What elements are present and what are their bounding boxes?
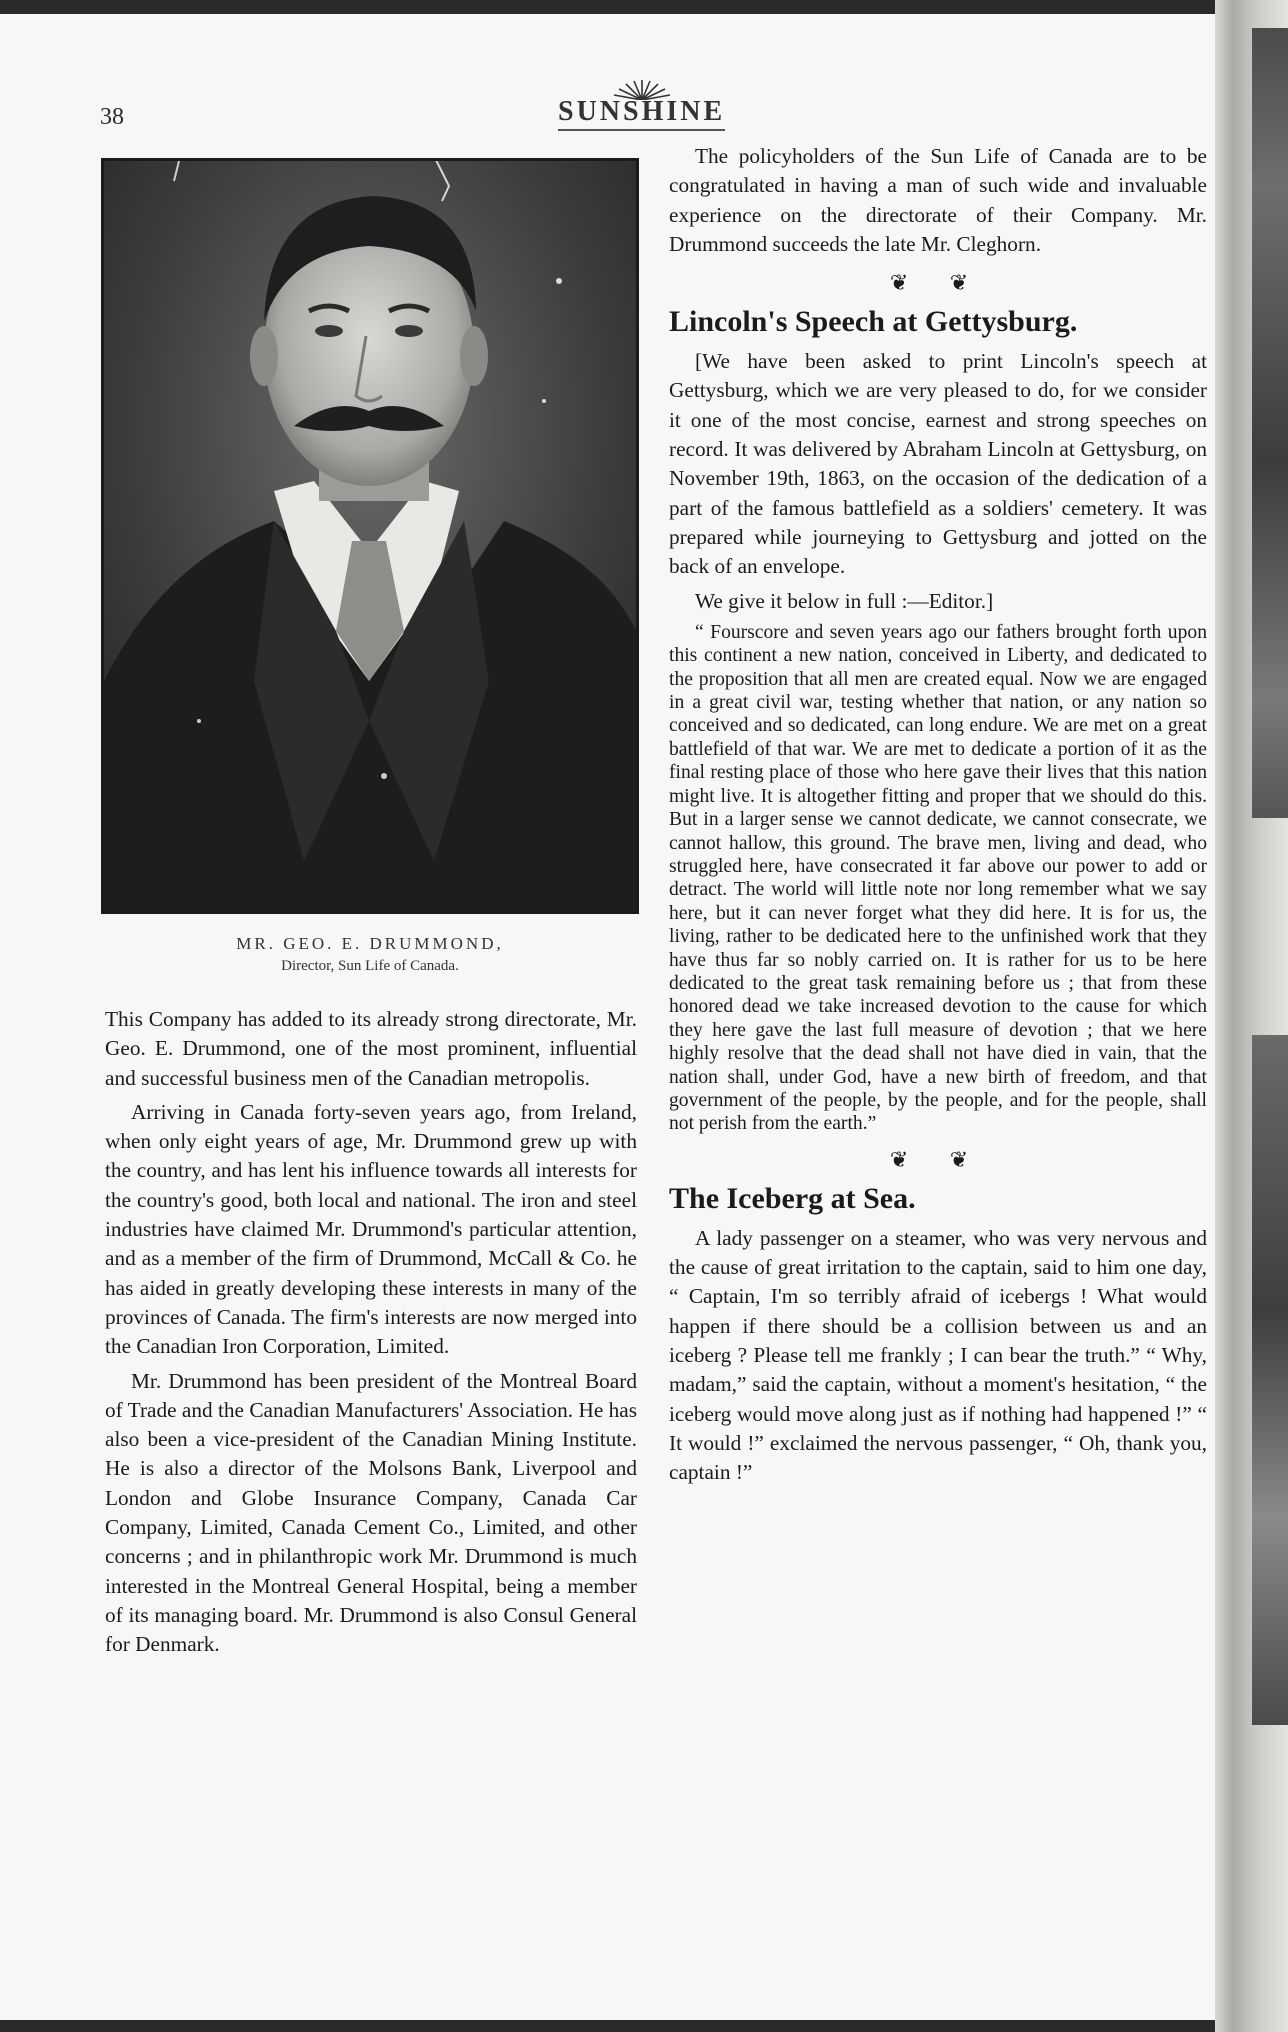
- section-heading-lincoln: Lincoln's Speech at Gettysburg.: [669, 305, 1078, 339]
- article-paragraph: A lady passenger on a steamer, who was very nervous and the cause of great irritation to the captain, said to him one day, “ Captain, I'm so terribly afraid of icebergs ! What would happen if there should be a collision between us and an iceberg ? Please tell me frankly ; I can bear the truth.” “ Why, madam,” said the captain, without a moment's hesitation, “ the iceberg would move along just as if nothing had happened !” “ It would !” exclaimed the nervous passenger, “ Oh, thank you, captain !”: [669, 1225, 1207, 1485]
- adjacent-page-photo: [1252, 28, 1288, 818]
- right-column: [669, 142, 1207, 1492]
- portrait-photo: [101, 158, 639, 914]
- article-paragraph: Arriving in Canada forty-seven years ago, from Ireland, when only eight years of age, Mr. Drummond grew up with the country, and has lent his influence towards all interests for the country's good, both local and national. The iron and steel industries have claimed Mr. Drummond's particular attention, and as a member of the firm of Drummond, McCall & Co. he has aided in greatly developing these interests in many of the provinces of Canada. The firm's interests are now merged into the Canadian Iron Corporation, Limited.: [105, 1099, 637, 1359]
- scan-top-edge: [0, 0, 1288, 14]
- section-divider-ornament: ❦ ❦: [889, 270, 987, 296]
- article-paragraph: This Company has added to its already strong directorate, Mr. Geo. E. Drummond, one of the most prominent, influential and successful business men of the Canadian metropolis.: [105, 1007, 637, 1090]
- photo-caption-name: MR. GEO. E. DRUMMOND,: [236, 934, 504, 953]
- editor-sign: We give it below in full :—Editor.]: [695, 588, 994, 613]
- gettysburg-speech: “ Fourscore and seven years ago our fathers brought forth upon this continent a new nation, conceived in Liberty, and dedicated to the proposition that all men are created equal. Now we are engaged in a great civil war, testing whether that nation, or any nation so conceived and so dedicated, can long endure. We are met on a great battlefield of that war. We are met to dedicate a portion of it as the final resting place of those who here gave their lives that this nation might live. It is altogether fitting and proper that we should do this. But in a larger sense we cannot dedicate, we cannot consecrate, we cannot hallow, this ground. The brave men, living and dead, who struggled here, have consecrated it far above our power to add or detract. The world will little note nor long remember what we say here, but it can never forget what they did here. It is for us, the living, rather to be dedicated here to the unfinished work that they have thus far so nobly carried on. It is rather for us to be here dedicated to the great task remaining before us ; that from these honored dead we take increased devotion to the cause for which they here gave the last full measure of devotion ; that we here highly resolve that the dead shall not have died in vain, that the nation shall, under God, have a new birth of freedom, and that government of the people, by the people, and for the people, shall not perish from the earth.”: [669, 621, 1207, 1135]
- section-divider-ornament: ❦ ❦: [889, 1146, 987, 1172]
- article-paragraph: Mr. Drummond has been president of the Montreal Board of Trade and the Canadian Manufacturers' Association. He has also been a vice-president of the Canadian Mining Institute. He is also a director of the Molsons Bank, Liverpool and London and Globe Insurance Company, Canada Car Company, Limited, Canada Cement Co., Limited, and other concerns ; and in philanthropic work Mr. Drummond is much interested in the Montreal General Hospital, being a member of its managing board. Mr. Drummond is also Consul General for Denmark.: [105, 1368, 637, 1657]
- masthead-title: SUNSHINE: [558, 96, 725, 131]
- adjacent-page-photo: [1252, 1035, 1288, 1725]
- scan-bottom-edge: [0, 2020, 1288, 2032]
- section-heading-iceberg: The Iceberg at Sea.: [669, 1181, 916, 1215]
- article-paragraph: The policyholders of the Sun Life of Canada are to be congratulated in having a man of such wide and invaluable experience on the directorate of their Company. Mr. Drummond succeeds the late Mr. Cleghorn.: [669, 144, 1207, 256]
- editor-note: [We have been asked to print Lincoln's speech at Gettysburg, which we are very pleased to do, for we consider it one of the most concise, earnest and strong speeches on record. It was delivered by Abraham Lincoln at Gettysburg, on November 19th, 1863, on the occasion of the dedication of a part of the famous battlefield as a soldiers' cemetery. It was prepared while journeying to Gettysburg and jotted on the back of an envelope.: [669, 349, 1207, 579]
- page-number: 38: [100, 104, 124, 130]
- photo-caption-title: Director, Sun Life of Canada.: [281, 958, 459, 974]
- left-column: [105, 1005, 637, 1665]
